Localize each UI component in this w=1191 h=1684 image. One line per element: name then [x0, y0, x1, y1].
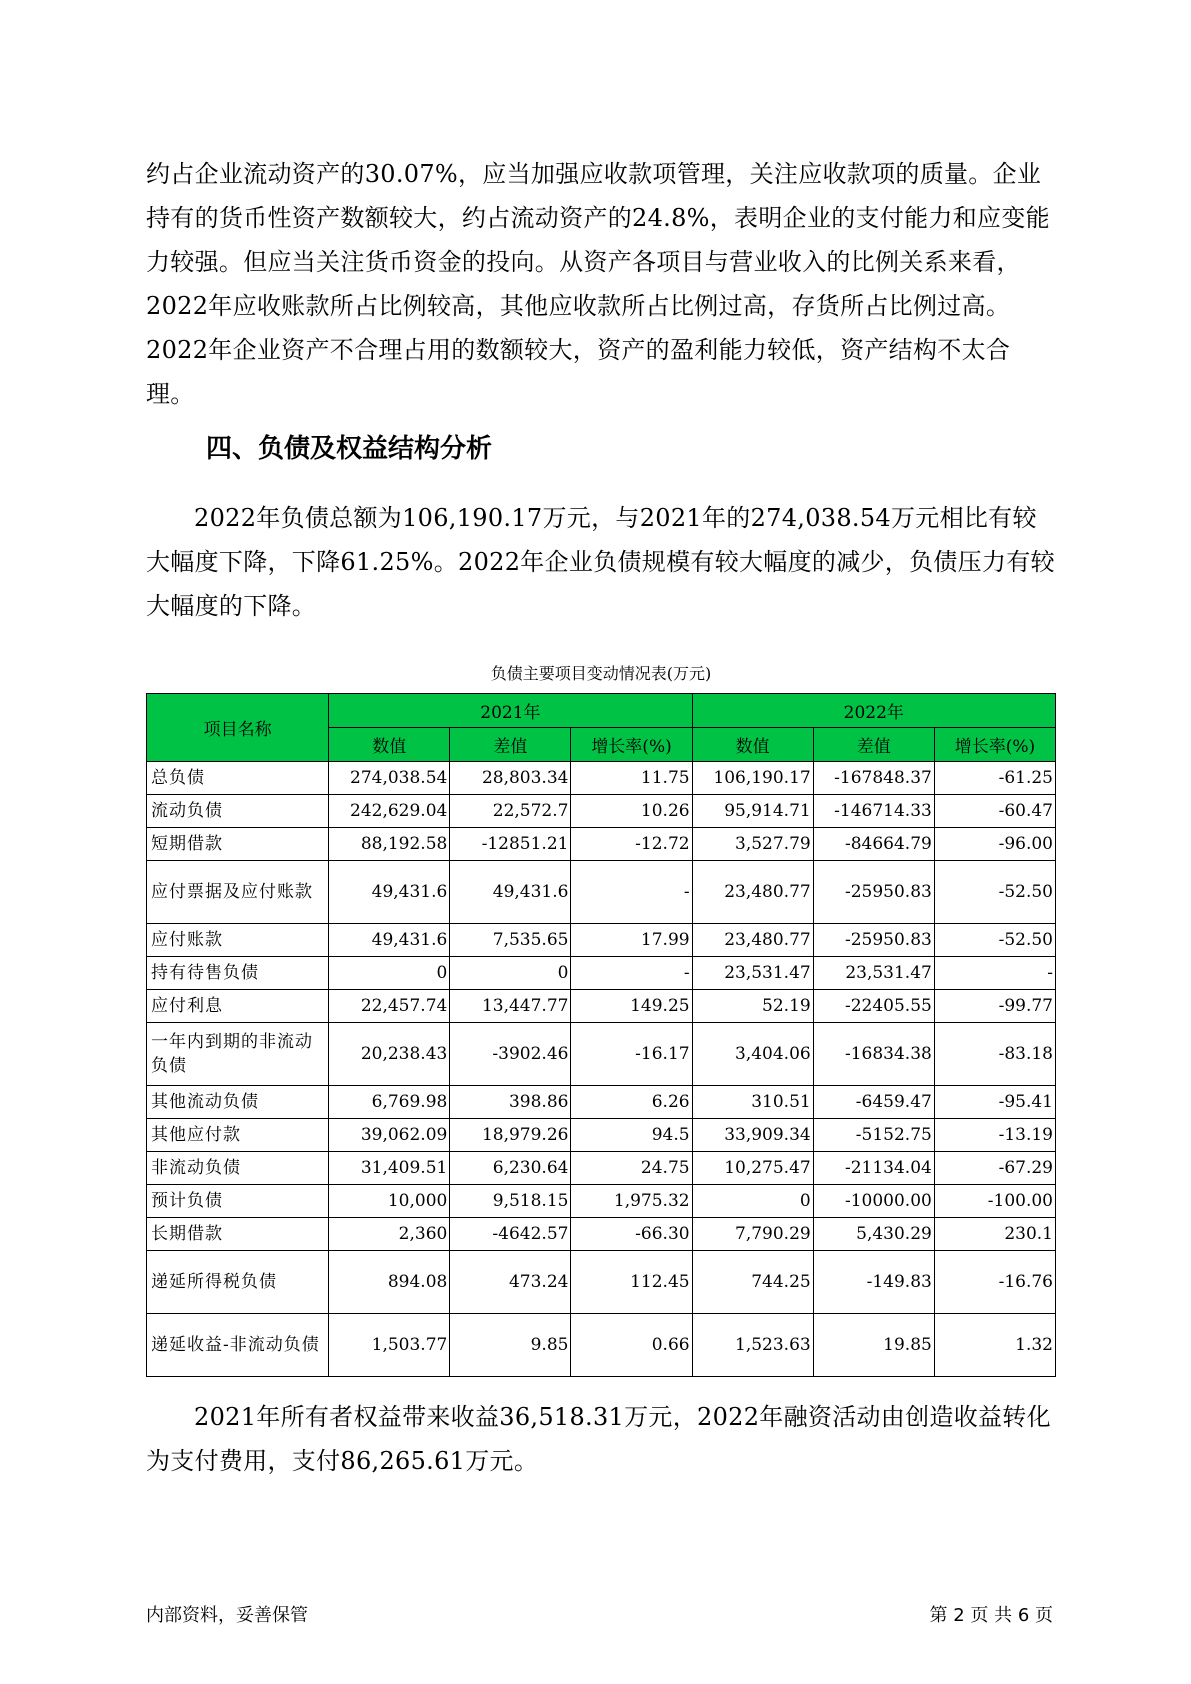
- row-item-name: 流动负债: [147, 795, 329, 828]
- rate-2021: -: [571, 957, 692, 990]
- value-2021: 88,192.58: [329, 828, 450, 861]
- rate-2022: -100.00: [934, 1185, 1055, 1218]
- header-item-name: 项目名称: [147, 694, 329, 762]
- rate-2022: -61.25: [934, 762, 1055, 795]
- value-2021: 10,000: [329, 1185, 450, 1218]
- value-2021: 49,431.6: [329, 924, 450, 957]
- rate-2021: 149.25: [571, 990, 692, 1023]
- table-row: [147, 1185, 1056, 1218]
- liability-table: [146, 693, 1056, 1377]
- footer-page-number: 第 2 页 共 6 页: [929, 1605, 1053, 1626]
- value-2021: 274,038.54: [329, 762, 450, 795]
- table-row: [147, 1251, 1056, 1314]
- rate-2022: 230.1: [934, 1218, 1055, 1251]
- diff-2021: 398.86: [450, 1086, 571, 1119]
- rate-2021: 6.26: [571, 1086, 692, 1119]
- value-2022: 310.51: [692, 1086, 813, 1119]
- rate-2021: -12.72: [571, 828, 692, 861]
- header-rate-2021: 增长率(%): [571, 728, 692, 762]
- value-2022: 3,404.06: [692, 1023, 813, 1086]
- header-value-2022: 数值: [692, 728, 813, 762]
- rate-2022: 1.32: [934, 1314, 1055, 1377]
- diff-2022: -25950.83: [813, 861, 934, 924]
- value-2022: 52.19: [692, 990, 813, 1023]
- diff-2021: -12851.21: [450, 828, 571, 861]
- value-2022: 23,531.47: [692, 957, 813, 990]
- table-caption: 负债主要项目变动情况表(万元): [490, 664, 712, 683]
- row-item-name: 递延所得税负债: [147, 1251, 329, 1314]
- row-item-name: 总负债: [147, 762, 329, 795]
- rate-2021: 24.75: [571, 1152, 692, 1185]
- rate-2022: -99.77: [934, 990, 1055, 1023]
- rate-2022: -60.47: [934, 795, 1055, 828]
- table-row: [147, 828, 1056, 861]
- diff-2021: 7,535.65: [450, 924, 571, 957]
- table-row: [147, 1218, 1056, 1251]
- value-2021: 894.08: [329, 1251, 450, 1314]
- rate-2021: 17.99: [571, 924, 692, 957]
- rate-2022: -52.50: [934, 861, 1055, 924]
- table-row: [147, 1086, 1056, 1119]
- rate-2021: 112.45: [571, 1251, 692, 1314]
- rate-2021: -: [571, 861, 692, 924]
- diff-2021: 22,572.7: [450, 795, 571, 828]
- rate-2021: 11.75: [571, 762, 692, 795]
- rate-2021: -66.30: [571, 1218, 692, 1251]
- table-row: [147, 924, 1056, 957]
- table-row: [147, 990, 1056, 1023]
- value-2021: 1,503.77: [329, 1314, 450, 1377]
- paragraph-asset-analysis: 约占企业流动资产的30.07%，应当加强应收款项管理，关注应收款项的质量。企业持有的货币性资产数额较大，约占流动资产的24.8%，表明企业的支付能力和应变能力较强。但应当关注货币资金的投向。从资产各项目与营业收入的比例关系来看，2022年应收账款所占比例较高，其他应收款所占比例过高，存货所占比例过高。2022年企业资产不合理占用的数额较大，资产的盈利能力较低，资产结构不太合理。: [146, 160, 1050, 408]
- rate-2022: -83.18: [934, 1023, 1055, 1086]
- diff-2022: -84664.79: [813, 828, 934, 861]
- diff-2021: 473.24: [450, 1251, 571, 1314]
- diff-2022: -10000.00: [813, 1185, 934, 1218]
- row-item-name: 应付利息: [147, 990, 329, 1023]
- header-diff-2021: 差值: [450, 728, 571, 762]
- diff-2022: -5152.75: [813, 1119, 934, 1152]
- rate-2022: -67.29: [934, 1152, 1055, 1185]
- header-rate-2022: 增长率(%): [934, 728, 1055, 762]
- table-row: [147, 1152, 1056, 1185]
- diff-2022: -21134.04: [813, 1152, 934, 1185]
- diff-2021: 0: [450, 957, 571, 990]
- rate-2022: -13.19: [934, 1119, 1055, 1152]
- diff-2022: -16834.38: [813, 1023, 934, 1086]
- rate-2021: 10.26: [571, 795, 692, 828]
- value-2022: 95,914.71: [692, 795, 813, 828]
- row-item-name: 预计负债: [147, 1185, 329, 1218]
- diff-2022: 5,430.29: [813, 1218, 934, 1251]
- footer-confidential-note: 内部资料，妥善保管: [146, 1605, 308, 1626]
- diff-2021: 9.85: [450, 1314, 571, 1377]
- table-row: [147, 1119, 1056, 1152]
- diff-2022: -22405.55: [813, 990, 934, 1023]
- rate-2021: 0.66: [571, 1314, 692, 1377]
- row-item-name: 长期借款: [147, 1218, 329, 1251]
- value-2021: 2,360: [329, 1218, 450, 1251]
- diff-2021: 13,447.77: [450, 990, 571, 1023]
- value-2022: 0: [692, 1185, 813, 1218]
- header-year-2022: 2022年: [692, 694, 1055, 728]
- row-item-name: 一年内到期的非流动负债: [147, 1023, 329, 1086]
- rate-2021: -16.17: [571, 1023, 692, 1086]
- diff-2022: 23,531.47: [813, 957, 934, 990]
- rate-2021: 94.5: [571, 1119, 692, 1152]
- row-item-name: 递延收益-非流动负债: [147, 1314, 329, 1377]
- diff-2021: -3902.46: [450, 1023, 571, 1086]
- diff-2021: 28,803.34: [450, 762, 571, 795]
- value-2022: 7,790.29: [692, 1218, 813, 1251]
- diff-2021: 49,431.6: [450, 861, 571, 924]
- value-2022: 23,480.77: [692, 924, 813, 957]
- table-row: [147, 1023, 1056, 1086]
- value-2021: 22,457.74: [329, 990, 450, 1023]
- diff-2021: -4642.57: [450, 1218, 571, 1251]
- value-2021: 6,769.98: [329, 1086, 450, 1119]
- value-2021: 20,238.43: [329, 1023, 450, 1086]
- diff-2022: -6459.47: [813, 1086, 934, 1119]
- paragraph-liability-summary: 2022年负债总额为106,190.17万元，与2021年的274,038.54万元相比有较大幅度下降，下降61.25%。2022年企业负债规模有较大幅度的减少，负债压力有较大幅度的下降。: [146, 504, 1055, 620]
- diff-2022: -146714.33: [813, 795, 934, 828]
- table-row: [147, 861, 1056, 924]
- value-2021: 49,431.6: [329, 861, 450, 924]
- rate-2022: -: [934, 957, 1055, 990]
- row-item-name: 持有待售负债: [147, 957, 329, 990]
- header-year-2021: 2021年: [329, 694, 692, 728]
- rate-2022: -96.00: [934, 828, 1055, 861]
- row-item-name: 短期借款: [147, 828, 329, 861]
- value-2021: 39,062.09: [329, 1119, 450, 1152]
- table-row: [147, 1314, 1056, 1377]
- row-item-name: 其他流动负债: [147, 1086, 329, 1119]
- rate-2022: -95.41: [934, 1086, 1055, 1119]
- diff-2022: -167848.37: [813, 762, 934, 795]
- diff-2022: 19.85: [813, 1314, 934, 1377]
- table-row: [147, 957, 1056, 990]
- header-value-2021: 数值: [329, 728, 450, 762]
- value-2022: 1,523.63: [692, 1314, 813, 1377]
- value-2022: 106,190.17: [692, 762, 813, 795]
- row-item-name: 其他应付款: [147, 1119, 329, 1152]
- value-2022: 33,909.34: [692, 1119, 813, 1152]
- value-2021: 0: [329, 957, 450, 990]
- value-2022: 23,480.77: [692, 861, 813, 924]
- value-2022: 744.25: [692, 1251, 813, 1314]
- diff-2021: 6,230.64: [450, 1152, 571, 1185]
- diff-2022: -25950.83: [813, 924, 934, 957]
- diff-2021: 18,979.26: [450, 1119, 571, 1152]
- diff-2021: 9,518.15: [450, 1185, 571, 1218]
- row-item-name: 非流动负债: [147, 1152, 329, 1185]
- value-2021: 242,629.04: [329, 795, 450, 828]
- section-heading: 四、负债及权益结构分析: [206, 434, 493, 464]
- paragraph-equity-summary: 2021年所有者权益带来收益36,518.31万元，2022年融资活动由创造收益转化为支付费用，支付86,265.61万元。: [146, 1403, 1051, 1475]
- header-diff-2022: 差值: [813, 728, 934, 762]
- table-row: [147, 762, 1056, 795]
- rate-2021: 1,975.32: [571, 1185, 692, 1218]
- table-row: [147, 795, 1056, 828]
- row-item-name: 应付账款: [147, 924, 329, 957]
- rate-2022: -52.50: [934, 924, 1055, 957]
- table-body: [147, 762, 1056, 1377]
- value-2022: 3,527.79: [692, 828, 813, 861]
- diff-2022: -149.83: [813, 1251, 934, 1314]
- value-2022: 10,275.47: [692, 1152, 813, 1185]
- row-item-name: 应付票据及应付账款: [147, 861, 329, 924]
- rate-2022: -16.76: [934, 1251, 1055, 1314]
- value-2021: 31,409.51: [329, 1152, 450, 1185]
